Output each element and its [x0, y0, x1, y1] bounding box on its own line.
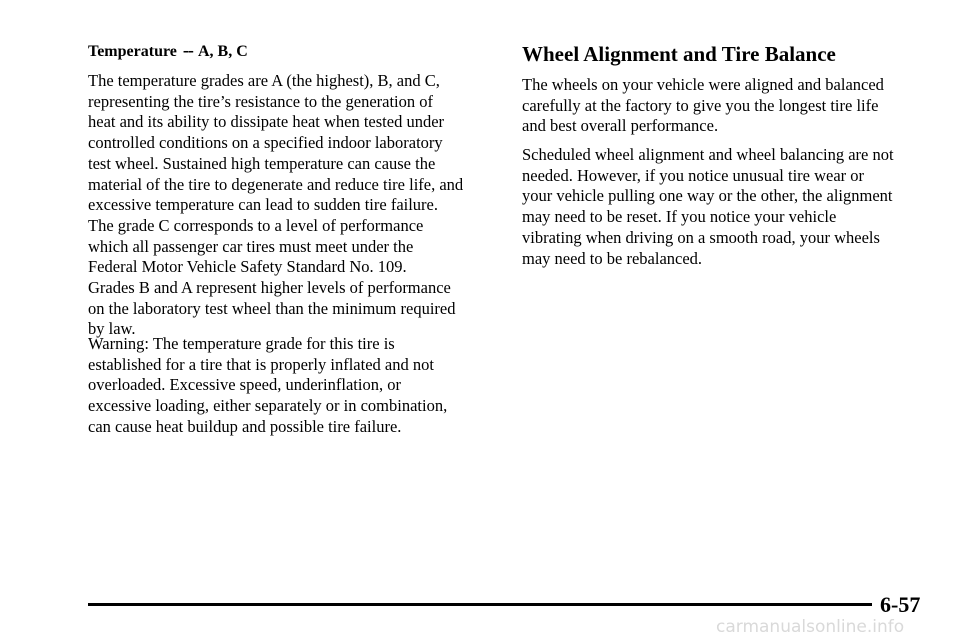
footer-rule: [88, 603, 872, 606]
subheading-grades: A, B, C: [198, 43, 248, 60]
temperature-subheading: [88, 40, 248, 61]
page-number: 6-57: [880, 592, 921, 617]
subheading-label: Temperature: [88, 43, 177, 60]
watermark: carmanualsonline.info: [716, 617, 905, 637]
section-heading: Wheel Alignment and Tire Balance: [522, 42, 836, 66]
temperature-warning-paragraph: Warning: The temperature grade for this tire is established for a tire that is properly inflated and not overloaded. Excessive speed, underinflation, or excessive loading, either separately or in combination, can cause heat buildup and possible tire failure.: [88, 334, 448, 436]
alignment-schedule-paragraph: Scheduled wheel alignment and wheel balancing are not needed. However, if you notice unusual tire wear or your vehicle pulling one way or the other, the alignment may need to be reset. If you notice your vehicle vibrating when driving on a smooth road, your wheels may need to be rebalanced.: [522, 145, 894, 268]
temperature-grades-paragraph: The temperature grades are A (the highest), B, and C, representing the tire’s resistance to the generation of heat and its ability to dissipate heat when tested under controlled conditions on a specified indoor laboratory test wheel. Sustained high temperature can cause the material of the tire to degenerate and reduce tire life, and excessive temperature can lead to sudden tire failure. The grade C corresponds to a level of performance which all passenger car tires must meet under the Federal Motor Vehicle Safety Standard No. 109. Grades B and A represent higher levels of performance on the laboratory test wheel than the minimum required by law.: [88, 71, 464, 339]
alignment-intro-paragraph: The wheels on your vehicle were aligned and balanced carefully at the factory to give you the longest tire life and best overall performance.: [522, 75, 884, 136]
subheading-dash: --: [182, 40, 193, 60]
